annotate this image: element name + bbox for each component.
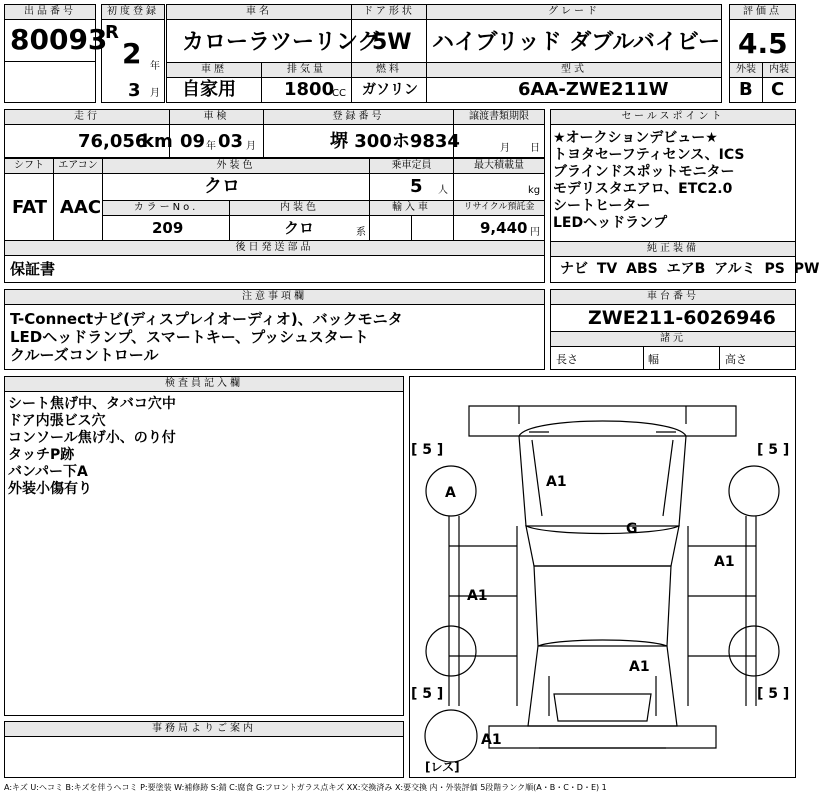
office-label: 事務局よりご案内 <box>4 721 404 737</box>
first-registration-label: 初度登録 <box>101 4 165 20</box>
dims-cell <box>550 346 796 370</box>
era: R <box>105 22 119 43</box>
cc-unit: CC <box>332 88 346 99</box>
displacement-label: 排気量 <box>261 62 352 78</box>
sales-point: シートヒーター <box>553 198 651 214</box>
lot-blank-cell <box>4 61 96 103</box>
capacity: 5 <box>410 176 423 197</box>
fuel-label: 燃料 <box>351 62 427 78</box>
mark-wheel-fl: A <box>445 485 456 501</box>
sales-points-label: セールスポイント <box>550 109 796 125</box>
reg-month: 3 <box>128 80 141 101</box>
inspection-month-unit: 月 <box>246 141 256 152</box>
ext-grade: B <box>739 79 753 100</box>
sales-points-list <box>553 130 744 232</box>
inspector-line: シート焦げ中、タバコ穴中 <box>8 396 176 412</box>
inspector-line: バンパー下A <box>8 464 88 480</box>
transfer-day-unit: 日 <box>530 143 540 154</box>
car-name-label: 車名 <box>166 4 352 20</box>
recycle-label: リサイクル預託金 <box>453 200 545 216</box>
history-label: 車歴 <box>166 62 262 78</box>
history: 自家用 <box>182 79 236 100</box>
mileage-label: 走行 <box>4 109 170 125</box>
capacity-unit: 人 <box>438 185 448 196</box>
office-cell <box>4 736 404 778</box>
mileage: 76,056 <box>78 131 148 152</box>
chassis-label: 車台番号 <box>550 289 796 305</box>
note-line: クルーズコントロール <box>10 346 159 364</box>
displacement: 1800 <box>284 79 335 100</box>
load-unit: kg <box>528 185 541 196</box>
sales-point: ★オークションデビュー★ <box>553 130 718 146</box>
parts-cell <box>4 255 545 283</box>
mileage-unit: km <box>142 131 173 152</box>
equipment-list <box>560 262 819 276</box>
reg-year: 2 <box>122 37 142 70</box>
lot-number-label: 出品番号 <box>4 4 96 20</box>
transfer-month-unit: 月 <box>500 143 510 154</box>
note-line: T-Connectナビ(ディスプレイオーディオ)、バックモニタ <box>10 310 403 328</box>
height-label: 高さ <box>725 353 747 366</box>
dims-divider <box>719 346 720 370</box>
car-diagram <box>409 376 796 778</box>
parts-value: 保証書 <box>10 260 56 278</box>
inspector-list <box>8 396 176 498</box>
tire-br: [ 5 ] <box>757 686 790 702</box>
int-grade-label: 内装 <box>762 62 796 78</box>
dims-label: 諸元 <box>550 331 796 347</box>
mark-rear: A1 <box>481 732 502 748</box>
inspection-year: 09 <box>180 131 206 152</box>
note-line: LEDヘッドランプ、スマートキー、プッシュスタート <box>10 328 369 346</box>
notes-label: 注意事項欄 <box>4 289 545 305</box>
color-no: 209 <box>152 219 184 237</box>
plate: 堺 300ホ9834 <box>330 131 460 152</box>
tire-tl: [ 5 ] <box>411 442 444 458</box>
plate-label: 登録番号 <box>263 109 454 125</box>
equip-item: ABS <box>626 261 658 277</box>
parts-label: 後日発送部品 <box>4 240 545 256</box>
legend: A:キズ U:ヘコミ B:キズを伴うヘコミ P:要塗装 W:補修跡 S:錆 C:腐食 G:フロントガラス点キズ XX:交換済み X:要交換 内・外装評価 5段階ランク順(A・B・C・D・E) 1 <box>4 783 607 792</box>
lot-number: 80093 <box>10 23 108 56</box>
dims-divider <box>643 346 644 370</box>
length-label: 長さ <box>556 353 578 366</box>
inspection-label: 車検 <box>169 109 264 125</box>
score: 4.5 <box>738 27 788 60</box>
reg-month-unit: 月 <box>150 88 160 99</box>
equip-item: TV <box>596 261 618 277</box>
shift: FAT <box>12 197 48 218</box>
chassis-number: ZWE211-6026946 <box>588 307 776 329</box>
tire-tr: [ 5 ] <box>757 442 790 458</box>
model: 6AA-ZWE211W <box>518 79 669 100</box>
inspector-label: 検査員記入欄 <box>4 376 404 392</box>
notes-list <box>10 310 403 364</box>
equipment-label: 純正装備 <box>550 241 796 257</box>
equip-item: PS <box>764 261 785 277</box>
tire-bl: [ 5 ] <box>411 686 444 702</box>
width-label: 幅 <box>648 353 659 366</box>
equip-item: アルミ <box>714 261 756 277</box>
reg-year-unit: 年 <box>150 61 160 72</box>
model-label: 型式 <box>426 62 722 78</box>
import-label: 輸入車 <box>369 200 454 216</box>
door-label: ドア形状 <box>351 4 427 20</box>
equip-item: エアB <box>666 261 706 277</box>
ac-label: エアコン <box>53 158 103 174</box>
sales-point: ブラインドスポットモニター <box>553 164 735 180</box>
load-label: 最大積載量 <box>453 158 545 174</box>
inspector-line: タッチP跡 <box>8 447 75 463</box>
grade-label: グレード <box>426 4 722 20</box>
ac: AAC <box>60 197 102 218</box>
recycle: 9,440 <box>480 219 528 237</box>
ext-color: クロ <box>204 176 240 197</box>
int-color-label: 内装色 <box>229 200 370 216</box>
int-color: クロ <box>284 219 315 237</box>
inspector-line: コンソール焦げ小、のり付 <box>8 430 176 446</box>
sales-point: モデリスタエアロ、ETC2.0 <box>553 181 733 197</box>
mark-roof: G <box>626 521 638 537</box>
int-grade: C <box>771 79 785 100</box>
mark-trunk: A1 <box>629 659 650 675</box>
equip-item: ナビ <box>560 261 588 277</box>
inspector-line: ドア内張ビス穴 <box>8 413 106 429</box>
ext-color-label: 外装色 <box>102 158 370 174</box>
equip-item: PW <box>793 261 819 277</box>
inspector-line: 外装小傷有り <box>8 481 92 497</box>
inspection-month: 03 <box>218 131 244 152</box>
inspection-year-unit: 年 <box>206 141 216 152</box>
sales-point: トヨタセーフティセンス、ICS <box>553 147 745 163</box>
transfer-deadline-label: 譲渡書類期限 <box>453 109 545 125</box>
fuel: ガソリン <box>362 82 418 98</box>
color-no-label: カラーNo. <box>102 200 230 216</box>
int-color-unit: 系 <box>356 227 366 238</box>
mark-left-door: A1 <box>467 588 488 604</box>
mark-right-door: A1 <box>714 554 735 570</box>
ext-grade-label: 外装 <box>729 62 763 78</box>
spare-tire: [レス] <box>425 760 460 774</box>
recycle-unit: 円 <box>530 227 540 238</box>
mark-hood: A1 <box>546 474 567 490</box>
capacity-label: 乗車定員 <box>369 158 454 174</box>
import-divider <box>411 215 412 241</box>
door-type: 5W <box>372 30 412 55</box>
score-label: 評価点 <box>729 4 796 20</box>
shift-label: シフト <box>4 158 54 174</box>
car-name: カローラツーリング <box>182 30 380 55</box>
sales-point: LEDヘッドランプ <box>553 215 668 231</box>
grade: ハイブリッド ダブルバイビー <box>432 30 720 55</box>
